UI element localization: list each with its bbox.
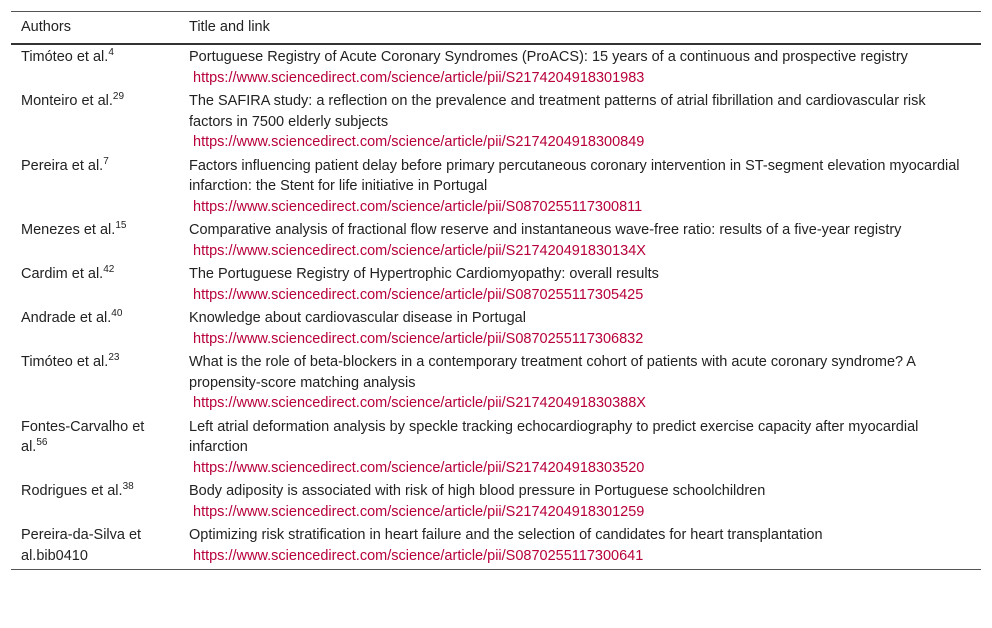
reference-number: 23 bbox=[108, 352, 120, 364]
title-link-cell bbox=[179, 306, 981, 350]
reference-number: 38 bbox=[122, 481, 134, 493]
author-name: Andrade et al. bbox=[21, 310, 112, 326]
title-link-cell bbox=[179, 218, 981, 262]
author-name: Pereira-da-Silva et al.bib0410 bbox=[21, 527, 142, 564]
author-cell bbox=[11, 306, 179, 350]
table-row bbox=[11, 44, 981, 89]
table-header bbox=[11, 12, 981, 45]
author-name: Timóteo et al. bbox=[21, 354, 109, 370]
article-title: Factors influencing patient delay before primary percutaneous coronary intervention in ST-segment elevation myocardial infarction: the Stent for life initiative in Portugal bbox=[189, 157, 960, 194]
article-link[interactable]: https://www.sciencedirect.com/science/article/pii/S0870255117305425 bbox=[193, 286, 644, 303]
table-row bbox=[11, 306, 981, 350]
reference-number: 15 bbox=[115, 220, 127, 232]
author-cell bbox=[11, 44, 179, 89]
article-link[interactable]: https://www.sciencedirect.com/science/article/pii/S2174204918300849 bbox=[193, 134, 645, 150]
article-link[interactable]: https://www.sciencedirect.com/science/article/pii/S217420491830134X bbox=[193, 242, 646, 259]
article-link[interactable]: https://www.sciencedirect.com/science/article/pii/S0870255117300811 bbox=[193, 198, 643, 215]
reference-number: 29 bbox=[112, 91, 125, 103]
author-cell bbox=[11, 350, 179, 415]
author-name: Menezes et al. bbox=[21, 222, 116, 238]
title-link-cell bbox=[179, 479, 981, 523]
title-link-cell bbox=[179, 523, 981, 570]
article-title: What is the role of beta-blockers in a contemporary treatment cohort of patients with acute coronary syndrome? A propensity-score matching analysis bbox=[189, 354, 916, 391]
author-cell bbox=[11, 89, 179, 154]
article-link[interactable]: https://www.sciencedirect.com/science/article/pii/S2174204918303520 bbox=[193, 459, 645, 476]
title-link-cell bbox=[179, 44, 981, 89]
title-link-cell bbox=[179, 262, 981, 306]
table-row bbox=[11, 350, 981, 415]
article-title: Portuguese Registry of Acute Coronary Syndromes (ProACS): 15 years of a continuous and prospective registry bbox=[189, 49, 908, 65]
table-body bbox=[11, 44, 981, 570]
references-table bbox=[11, 11, 981, 570]
reference-number: 4 bbox=[108, 47, 114, 59]
author-cell bbox=[11, 523, 179, 570]
title-link-header: Title and link bbox=[179, 12, 981, 45]
author-cell bbox=[11, 415, 179, 480]
author-cell bbox=[11, 154, 179, 219]
header-row bbox=[11, 12, 981, 45]
article-link[interactable]: https://www.sciencedirect.com/science/article/pii/S2174204918301259 bbox=[193, 503, 645, 520]
article-title: Left atrial deformation analysis by speckle tracking echocardiography to predict exercise capacity after myocardial infarction bbox=[189, 418, 919, 455]
author-cell bbox=[11, 262, 179, 306]
author-cell bbox=[11, 218, 179, 262]
author-name: Rodrigues et al. bbox=[21, 483, 123, 499]
title-link-cell bbox=[179, 350, 981, 415]
article-link[interactable]: https://www.sciencedirect.com/science/article/pii/S0870255117300641 bbox=[193, 547, 644, 564]
article-link[interactable]: https://www.sciencedirect.com/science/article/pii/S0870255117306832 bbox=[193, 330, 644, 347]
title-link-cell bbox=[179, 89, 981, 154]
article-title: Knowledge about cardiovascular disease in Portugal bbox=[189, 310, 526, 326]
authors-header: Authors bbox=[11, 12, 179, 45]
table-row bbox=[11, 154, 981, 219]
author-name: Pereira et al. bbox=[21, 157, 104, 174]
reference-number: 7 bbox=[103, 155, 109, 167]
author-name: Cardim et al. bbox=[21, 266, 104, 282]
reference-number: 42 bbox=[103, 264, 115, 276]
table-row bbox=[11, 415, 981, 480]
reference-number: 56 bbox=[36, 437, 48, 449]
article-link[interactable]: https://www.sciencedirect.com/science/article/pii/S217420491830388X bbox=[193, 395, 646, 411]
table-row bbox=[11, 523, 981, 570]
article-title: Comparative analysis of fractional flow reserve and instantaneous wave-free ratio: results of a five-year registry bbox=[189, 222, 902, 238]
article-title: Body adiposity is associated with risk of high blood pressure in Portuguese schoolchildren bbox=[189, 483, 766, 499]
author-name: Timóteo et al. bbox=[21, 49, 109, 65]
article-title: The Portuguese Registry of Hypertrophic Cardiomyopathy: overall results bbox=[189, 266, 659, 282]
table-row bbox=[11, 218, 981, 262]
table-row bbox=[11, 89, 981, 154]
author-cell bbox=[11, 479, 179, 523]
author-name: Monteiro et al. bbox=[21, 93, 113, 109]
article-title: Optimizing risk stratification in heart failure and the selection of candidates for heart transplantation bbox=[189, 527, 823, 543]
table-row bbox=[11, 262, 981, 306]
table-row bbox=[11, 479, 981, 523]
title-link-cell bbox=[179, 415, 981, 480]
title-link-cell bbox=[179, 154, 981, 219]
article-link[interactable]: https://www.sciencedirect.com/science/article/pii/S2174204918301983 bbox=[193, 69, 645, 86]
article-title: The SAFIRA study: a reflection on the prevalence and treatment patterns of atrial fibrillation and cardiovascular risk factors in 7500 elderly subjects bbox=[189, 93, 926, 130]
author-name: Fontes-Carvalho et al. bbox=[21, 418, 145, 455]
reference-number: 40 bbox=[111, 308, 123, 320]
